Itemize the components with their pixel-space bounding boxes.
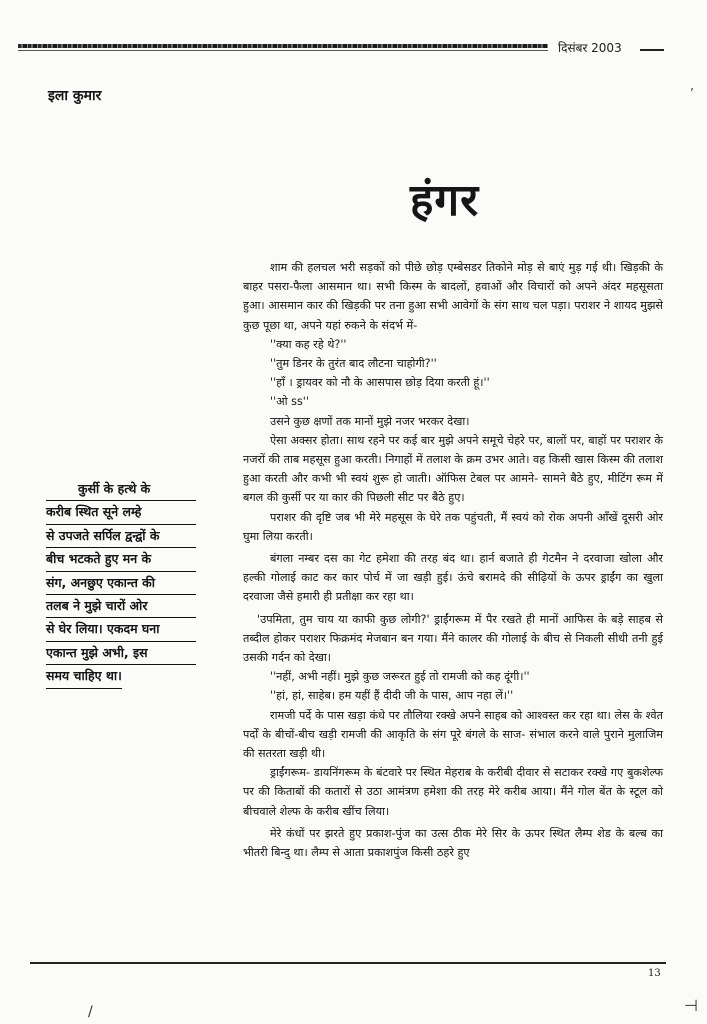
header-rule-thin [18, 50, 548, 51]
pull-quote-line: तलब ने मुझे चारों ओर [46, 595, 196, 618]
pull-quote-line: से घेर लिया। एकदम घना [46, 618, 196, 641]
story-body [243, 258, 663, 862]
footer-rule [30, 962, 666, 964]
dialogue-line: ''तुम डिनर के तुरंत बाद लौटना चाहोगी?'' [270, 357, 437, 371]
body-paragraph: शाम की हलचल भरी सड़कों को पीछे छोड़ एम्बेसडर तिकोने मोड़ से बाएं मुड़ गई थी। खिड़की के बाहर पसरा-फैला आसमान था। सभी किस्म के बादलों, हवाओं और विचारों को अपने अंदर महसूसता हुआ। आसमान कार की खिड़की पर तना हुआ सभी आवेगों के संग साथ चल पड़ा। पराशर ने शायद मुझसे कुछ पूछा था, अपने यहां रुकने के संदर्भ में- [243, 261, 663, 332]
body-paragraph: मेरे कंधों पर झरते हुए प्रकाश-पुंज का उत्स ठीक मेरे सिर के ऊपर स्थित लैम्प शेड के बल्ब का भीतरी बिन्दु था। लैम्प से आता प्रकाशपुंज किसी ठहरे हुए [243, 826, 663, 860]
pull-quote-line: बीच भटकते हुए मन के [46, 548, 196, 571]
scan-mark: ⊣ [684, 996, 698, 1015]
story-title: हंगर [410, 175, 480, 226]
pull-quote-line: करीब स्थित सूने लम्हे [46, 501, 196, 524]
pull-quote-line: से उपजते सर्पिल द्वन्द्वों के [46, 525, 196, 548]
body-paragraph: 'उपमिता, तुम चाय या काफी कुछ लोगी?' ड्राईंगरूम में पैर रखते ही मानों आफिस के बड़े साहब से तब्दील होकर पराशर फिक्रमंद मेजबान बन गया। मैंने कालर की गोलाई के बीच से निकली सीधी तनी हुई उसकी गर्दन को देखा। [243, 612, 663, 665]
pull-quote-line: एकान्त मुझे अभी, इस [46, 642, 196, 665]
pull-quote-line: समय चाहिए था। [46, 665, 122, 688]
pull-quote-line: कुर्सी के हत्थे के [46, 478, 196, 501]
header-dash [640, 49, 664, 51]
scan-mark: / [88, 1004, 93, 1020]
dialogue-line: ''नहीं, अभी नहीं। मुझे कुछ जरूरत हुई तो रामजी को कह दूंगी।'' [270, 670, 530, 684]
dialogue-line: ''ओ ss'' [270, 395, 309, 409]
body-paragraph: पराशर की दृष्टि जब भी मेरे महसूस के घेरे तक पहुंचती, मैं स्वयं को रोक अपनी आँखें दूसरी ओर घुमा लिया करती। [243, 510, 663, 543]
body-paragraph: ड्राईंगरूम- डायनिंगरूम के बंटवारे पर स्थित मेहराब के करीबी दीवार से सटाकर रक्खे गए बुकशेल्फ पर की किताबों की कतारों से उठा आमंत्रण हमेशा की तरह मेरे करीब आया। मैंने गोल बेंत के स्टूल को बीचवाले शेल्फ के करीब खींच लिया। [243, 766, 663, 818]
dialogue-line: ''हाँ । ड्रायवर को नौ के आसपास छोड़ दिया करती हूं।'' [270, 376, 490, 390]
scan-mark: ’ [690, 86, 694, 100]
page-number: 13 [648, 968, 661, 979]
pull-quote-line: संग, अनछुए एकान्त की [46, 572, 196, 595]
dialogue-line: ''क्या कह रहे थे?'' [270, 337, 347, 351]
pull-quote [46, 478, 196, 689]
body-paragraph: उसने कुछ क्षणों तक मानों मुझे नजर भरकर देखा। [270, 414, 470, 428]
body-paragraph: रामजी पर्दे के पास खड़ा कंधे पर तौलिया रक्खे अपने साहब को आश्वस्त कर रहा था। लेस के श्वेत पर्दों के बीचों-बीच खड़ी रामजी की आकृति के संग पूरे बंगले के साज- संभाल करने वाले पुराने मुलाजिम की सतरता खड़ी थी। [243, 708, 663, 761]
issue-date: दिसंबर 2003 [558, 41, 622, 55]
dialogue-line: ''हां, हां, साहेब। हम यहीं हैं दीदी जी के पास, आप नहा लें।'' [270, 689, 514, 703]
header-rule [18, 44, 548, 48]
body-paragraph: बंगला नम्बर दस का गेट हमेशा की तरह बंद था। हार्न बजाते ही गेटमैन ने दरवाजा खोला और हल्की गोलाई काट कर कार पोर्च में जा खड़ी हुई। ऊंचे बरामदे की सीढ़ियों के ऊपर ड्राईंग का खुला दरवाजा जैसे हमारी ही प्रतीक्षा कर रहा था। [243, 552, 663, 604]
author-name: इला कुमार [48, 88, 102, 104]
body-paragraph: ऐसा अक्सर होता। साथ रहने पर कई बार मुझे अपने समूचे चेहरे पर, बालों पर, बाहों पर पराशर के नजरों की ताब महसूस हुआ करती। निगाहों में तलाश के क्रम उभर आते। वह किसी खास किस्म की तलाश हुआ करती और कभी भी स्वयं शुरू हो जाती। ऑफिस टेबल पर आमने- सामने बैठे हुए, मीटिंग रूम में बगल की कुर्सी पर या कार की पिछली सीट पर बैठे हुए। [243, 433, 663, 505]
